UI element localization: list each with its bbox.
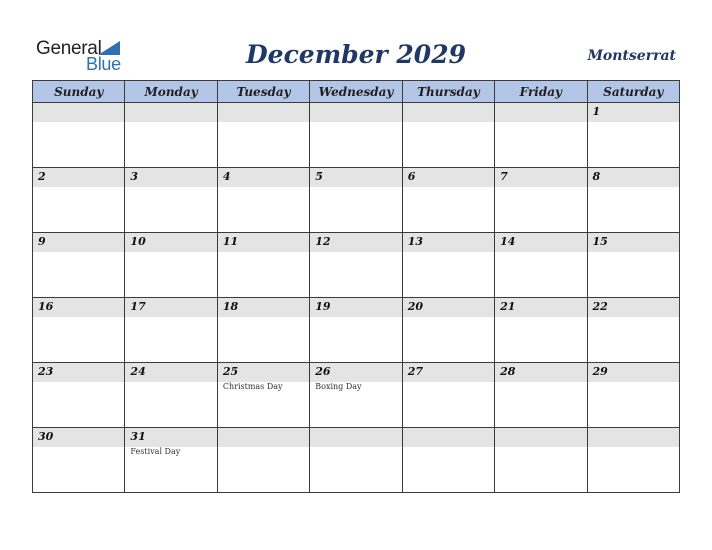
day-cell [495, 233, 587, 298]
holiday-label: Festival Day [130, 447, 181, 456]
day-number-bar [33, 168, 124, 187]
day-number: 6 [407, 170, 416, 183]
day-number-bar [125, 298, 216, 317]
day-number: 27 [407, 365, 423, 378]
day-number: 21 [500, 300, 516, 313]
day-number-bar [588, 298, 679, 317]
day-number-bar [310, 168, 401, 187]
day-number: 16 [38, 300, 54, 313]
day-cell [587, 168, 679, 233]
day-cell [495, 103, 587, 168]
day-number: 14 [500, 235, 516, 248]
day-cell [125, 428, 217, 493]
day-number-bar [310, 363, 401, 382]
week-row [33, 428, 680, 493]
day-number-bar [310, 233, 401, 252]
day-number-bar [588, 168, 679, 187]
day-cell [217, 233, 309, 298]
day-number: 18 [222, 300, 239, 313]
day-cell [587, 103, 679, 168]
day-cell [217, 363, 309, 428]
day-number-bar [495, 428, 586, 447]
day-number-bar [33, 233, 124, 252]
day-number-bar [310, 103, 401, 122]
day-cell [33, 103, 125, 168]
calendar-title: December 2029 [245, 40, 466, 69]
day-cell [310, 363, 402, 428]
day-number-bar [495, 103, 586, 122]
weekday-sunday: Sunday [33, 81, 125, 103]
day-cell [33, 363, 125, 428]
day-number-bar [495, 363, 586, 382]
day-number-bar [403, 363, 494, 382]
day-number-bar [588, 103, 679, 122]
day-cell [33, 233, 125, 298]
week-row [33, 103, 680, 168]
day-cell [125, 298, 217, 363]
day-number-bar [218, 363, 309, 382]
day-number-bar [310, 428, 401, 447]
day-number: 4 [222, 170, 231, 183]
holiday-label: Boxing Day [315, 382, 362, 391]
day-cell [402, 233, 494, 298]
day-number: 25 [222, 365, 239, 378]
weekday-tuesday: Tuesday [217, 81, 309, 103]
day-number: 3 [130, 170, 139, 183]
day-number-bar [495, 233, 586, 252]
logo-general-text: General [36, 38, 102, 59]
day-number-bar [588, 363, 679, 382]
day-number: 20 [407, 300, 423, 313]
day-cell [33, 298, 125, 363]
day-cell [310, 233, 402, 298]
holiday-label: Christmas Day [222, 382, 283, 391]
day-number: 10 [130, 235, 146, 248]
country-label: Montserrat [587, 48, 676, 64]
day-cell [310, 168, 402, 233]
day-number-bar [588, 428, 679, 447]
weekday-thursday: Thursday [402, 81, 494, 103]
day-cell [217, 428, 309, 493]
day-number-bar [403, 233, 494, 252]
day-number-bar [33, 298, 124, 317]
day-number: 1 [592, 105, 601, 118]
day-cell [495, 363, 587, 428]
day-cell [217, 168, 309, 233]
day-number-bar [218, 428, 309, 447]
day-number-bar [403, 298, 494, 317]
day-number: 24 [130, 365, 146, 378]
weekday-monday: Monday [125, 81, 217, 103]
day-cell [33, 168, 125, 233]
day-number-bar [218, 298, 309, 317]
day-cell [402, 428, 494, 493]
logo-blue-text: Blue [86, 54, 121, 74]
day-number-bar [218, 168, 309, 187]
calendar-grid [32, 80, 680, 493]
day-number: 19 [315, 300, 331, 313]
day-number-bar [33, 428, 124, 447]
week-row [33, 363, 680, 428]
day-cell [402, 168, 494, 233]
day-number-bar [125, 233, 216, 252]
day-number-bar [403, 103, 494, 122]
day-number-bar [125, 428, 216, 447]
week-row [33, 298, 680, 363]
weekday-saturday: Saturday [587, 81, 679, 103]
day-cell [495, 168, 587, 233]
day-number: 9 [38, 235, 46, 248]
day-number-bar [495, 298, 586, 317]
day-number-bar [125, 363, 216, 382]
day-cell [310, 298, 402, 363]
day-cell [33, 428, 125, 493]
day-cell [495, 428, 587, 493]
day-cell [402, 363, 494, 428]
day-number: 15 [592, 235, 608, 248]
day-number: 28 [500, 365, 516, 378]
week-row [33, 233, 680, 298]
day-number-bar [495, 168, 586, 187]
day-cell [125, 233, 217, 298]
day-cell [217, 103, 309, 168]
day-cell [587, 428, 679, 493]
day-number-bar [218, 233, 309, 252]
day-number: 30 [38, 430, 54, 443]
week-row [33, 168, 680, 233]
day-number: 29 [592, 365, 608, 378]
day-number: 5 [315, 170, 323, 183]
day-number: 23 [38, 365, 54, 378]
day-number-bar [125, 103, 216, 122]
day-cell [587, 233, 679, 298]
day-cell [125, 168, 217, 233]
day-cell [217, 298, 309, 363]
day-number: 2 [38, 170, 46, 183]
day-number-bar [33, 103, 124, 122]
day-number: 12 [315, 235, 331, 248]
day-number-bar [403, 168, 494, 187]
day-cell [310, 103, 402, 168]
day-number-bar [125, 168, 216, 187]
day-number-bar [33, 363, 124, 382]
day-number-bar [588, 233, 679, 252]
day-number: 11 [222, 235, 239, 248]
day-number-bar [218, 103, 309, 122]
day-number-bar [403, 428, 494, 447]
weekday-header-row [33, 81, 680, 103]
day-number: 22 [592, 300, 608, 313]
day-cell [587, 298, 679, 363]
day-cell [587, 363, 679, 428]
day-cell [125, 363, 217, 428]
day-number-bar [310, 298, 401, 317]
day-number: 7 [500, 170, 508, 183]
day-number: 17 [130, 300, 146, 313]
day-number: 31 [130, 430, 146, 443]
weekday-friday: Friday [495, 81, 587, 103]
day-cell [402, 103, 494, 168]
day-cell [402, 298, 494, 363]
day-number: 13 [407, 235, 423, 248]
weekday-wednesday: Wednesday [310, 81, 402, 103]
day-cell [495, 298, 587, 363]
day-cell [125, 103, 217, 168]
day-number: 26 [315, 365, 331, 378]
day-cell [310, 428, 402, 493]
day-number: 8 [592, 170, 601, 183]
